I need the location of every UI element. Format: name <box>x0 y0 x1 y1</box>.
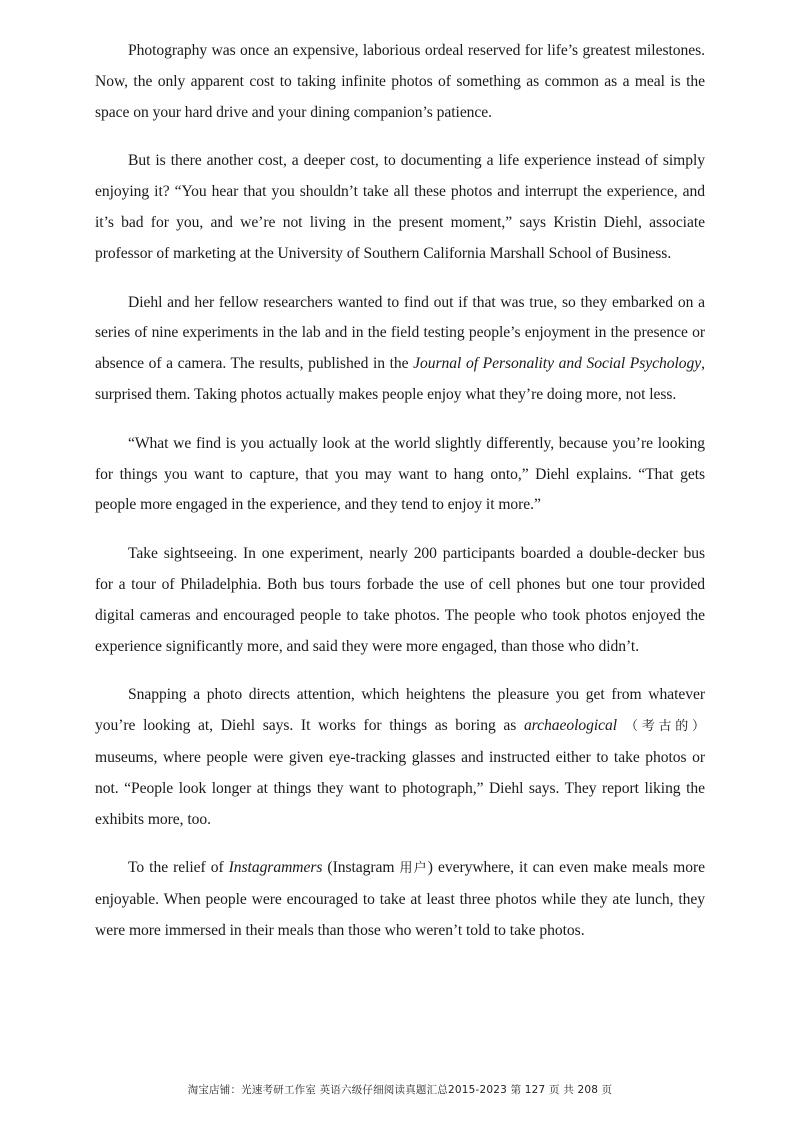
emphasis-text: Instagrammers <box>228 859 323 877</box>
paragraph-4 <box>95 429 705 521</box>
page-footer: 淘宝店铺：光速考研工作室 英语六级仔细阅读真题汇总2015-2023 第 127 页 共 208 页 <box>187 1084 613 1096</box>
text-run: Photography was once an expensive, laborious ordeal reserved for life’s greatest milestones. Now, the only apparent cost to taking infinite photos of something as common as a meal is the space on your hard drive and your dining companion’s patience. <box>95 42 705 121</box>
emphasis-text: Journal of Personality and Social Psychology <box>413 355 702 373</box>
text-run: , surprised them. Taking photos actually makes people enjoy what they’re doing more, not less. <box>95 355 706 403</box>
text-run: museums, where people were given eye-tracking glasses and instructed either to take photos or not. “People look longer at things they want to photograph,” Diehl says. They report liking the exhibits more, too. <box>95 748 705 828</box>
paragraph-5 <box>95 539 705 662</box>
paragraph-7 <box>95 853 705 946</box>
text-run: Snapping a photo directs attention, which heightens the pleasure you get from whatever you’re looking at, Diehl says. It works for things as boring as <box>95 686 705 735</box>
text-run: To the relief of <box>128 859 229 877</box>
text-run: ) everywhere, it can even make meals more enjoyable. When people were encouraged to take at least three photos while they ate lunch, they were more immersed in their meals than those who weren’t told to take photos. <box>95 859 705 939</box>
paragraph-3 <box>95 288 705 411</box>
paragraph-1 <box>95 36 705 128</box>
gloss-text: 用户 <box>399 861 428 877</box>
text-run: Diehl and her fellow researchers wanted to find out if that was true, so they embarked on a series of nine experiments in the lab and in the field testing people’s enjoyment in the presence or absence of a camera. The results, published in the <box>95 293 705 373</box>
paragraph-6 <box>95 680 705 835</box>
text-run: Take sightseeing. In one experiment, nearly 200 participants boarded a double-decker bus for a tour of Philadelphia. Both bus tours forbade the use of cell phones but one tour provided digital cameras and encouraged people to take photos. The people who took photos enjoyed the experience significantly more, and said they were more engaged, than those who didn’t. <box>95 545 705 655</box>
gloss-text: （考古的） <box>617 719 705 735</box>
text-run: (Instagram <box>322 859 400 877</box>
document-body <box>95 36 705 965</box>
text-run: But is there another cost, a deeper cost, to documenting a life experience instead of simply enjoying it? “You hear that you shouldn’t take all these photos and interrupt the experience, and it’s bad for you, and we’re not living in the present moment,” says Kristin Diehl, associate professor of marketing at the University of Southern California Marshall School of Business. <box>95 152 705 262</box>
text-run: “What we find is you actually look at the world slightly differently, because you’re looking for things you want to capture, that you may want to hang onto,” Diehl explains. “That gets people more engaged in the experience, and they tend to enjoy it more.” <box>95 434 705 514</box>
emphasis-text: archaeological <box>523 717 618 735</box>
paragraph-2 <box>95 146 705 269</box>
